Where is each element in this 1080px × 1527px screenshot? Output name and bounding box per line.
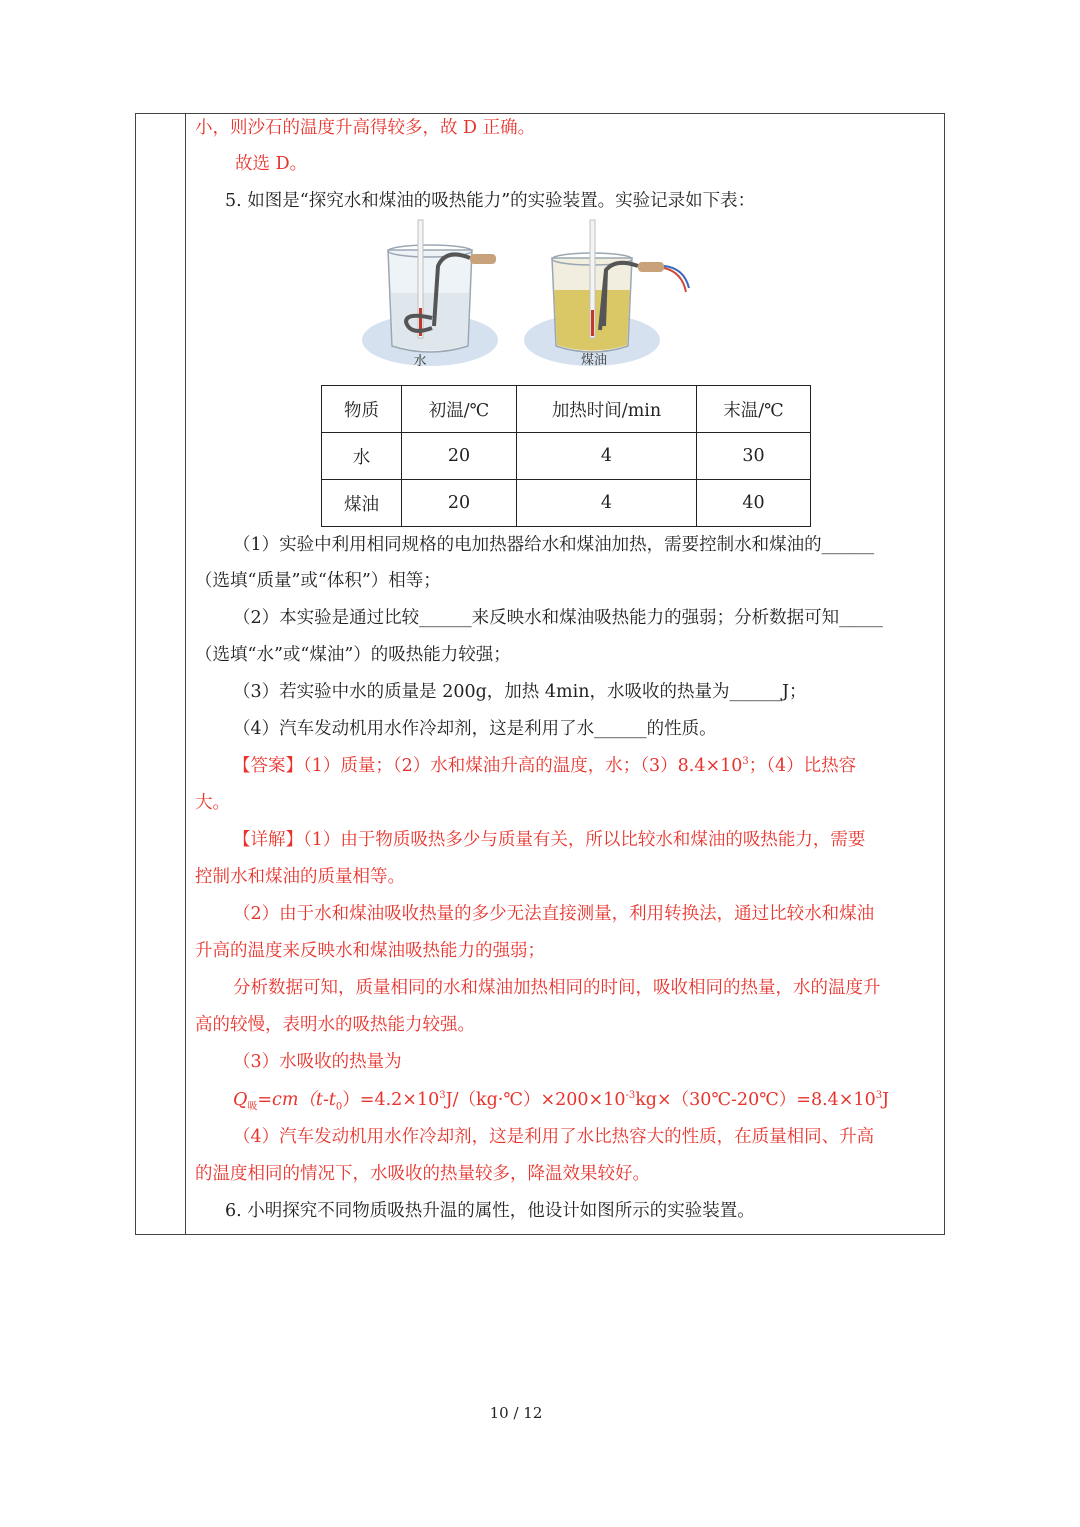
data-table [321, 385, 811, 527]
beaker-oil-figure [524, 218, 694, 368]
detail-line: （2）由于水和煤油吸收热量的多少无法直接测量，利用转换法，通过比较水和煤油 [233, 904, 875, 924]
question-1-line: （选填“质量”或“体积”）相等； [195, 571, 441, 591]
table-cell: 40 [697, 480, 811, 527]
detail-line: 【详解】（1）由于物质吸热多少与质量有关，所以比较水和煤油的吸热能力，需要 [233, 830, 866, 850]
table-cell: 4 [517, 480, 697, 527]
question-1-line: （1）实验中利用相同规格的电加热器给水和煤油加热，需要控制水和煤油的______ [233, 535, 875, 555]
question-2-line: （2）本实验是通过比较______来反映水和煤油吸热能力的强弱；分析数据可知_____ [233, 608, 883, 628]
detail-line: 分析数据可知，质量相同的水和煤油加热相同的时间，吸收相同的热量，水的温度升 [233, 978, 881, 998]
beaker-water-figure [360, 218, 505, 368]
question-6-stem: 6. 小明探究不同物质吸热升温的属性，他设计如图所示的实验装置。 [225, 1201, 755, 1221]
label-oil: 煤油 [580, 353, 608, 368]
column-divider [185, 113, 186, 1235]
answer-tag: 【答案】 [233, 756, 303, 776]
question-5-stem: 5. 如图是“探究水和煤油的吸热能力”的实验装置。实验记录如下表： [225, 191, 756, 211]
table-cell: 30 [697, 433, 811, 480]
detail-line: 高的较慢，表明水的吸热能力较强。 [195, 1015, 475, 1035]
header-cell: 加热时间/min [517, 386, 697, 433]
detail-line: 的温度相同的情况下，水吸收的热量较多，降温效果较好。 [195, 1164, 650, 1184]
table-cell: 煤油 [322, 480, 402, 527]
formula-line: $Q_吸=cm(t-t_0)=4.2\times 10^3J/(kg\cdot℃)\times 200\times 10^{-3}kg\times(30℃-20℃)=8.4\times 10^3J$ [233, 1090, 890, 1113]
table-row [322, 480, 811, 527]
choice-line: 故选 D。 [235, 154, 308, 174]
table-header-row [322, 386, 811, 433]
detail-line: 升高的温度来反映水和煤油吸热能力的强弱； [195, 941, 545, 961]
header-cell: 末温/℃ [697, 386, 811, 433]
detail-line: 控制水和煤油的质量相等。 [195, 867, 405, 887]
question-4-line: （4）汽车发动机用水作冷却剂，这是利用了水______的性质。 [233, 719, 717, 739]
page-number: 10 / 12 [489, 1404, 543, 1422]
table-cell: 20 [402, 480, 517, 527]
question-2-line: （选填“水”或“煤油”）的吸热能力较强； [195, 645, 511, 665]
detail-tag: 【详解】 [233, 830, 303, 850]
question-3-line: （3）若实验中水的质量是 200g，加热 4min，水吸收的热量为______J； [233, 682, 807, 702]
detail-line: （4）汽车发动机用水作冷却剂，这是利用了水比热容大的性质，在质量相同、升高 [233, 1127, 875, 1147]
header-cell: 初温/℃ [402, 386, 517, 433]
table-cell: 水 [322, 433, 402, 480]
table-row [322, 433, 811, 480]
label-water: 水 [413, 354, 427, 368]
detail-line: （3）水吸收的热量为 [233, 1052, 402, 1072]
explanation-line: 小，则沙石的温度升高得较多，故 D 正确。 [195, 118, 536, 138]
table-cell: 4 [517, 433, 697, 480]
answer-line: 【答案】（1）质量；（2）水和煤油升高的温度，水；$(3)8.4\times 10^3$；（4）比热容 [233, 756, 857, 776]
table-cell: 20 [402, 433, 517, 480]
header-cell: 物质 [322, 386, 402, 433]
answer-line: 大。 [195, 793, 230, 813]
